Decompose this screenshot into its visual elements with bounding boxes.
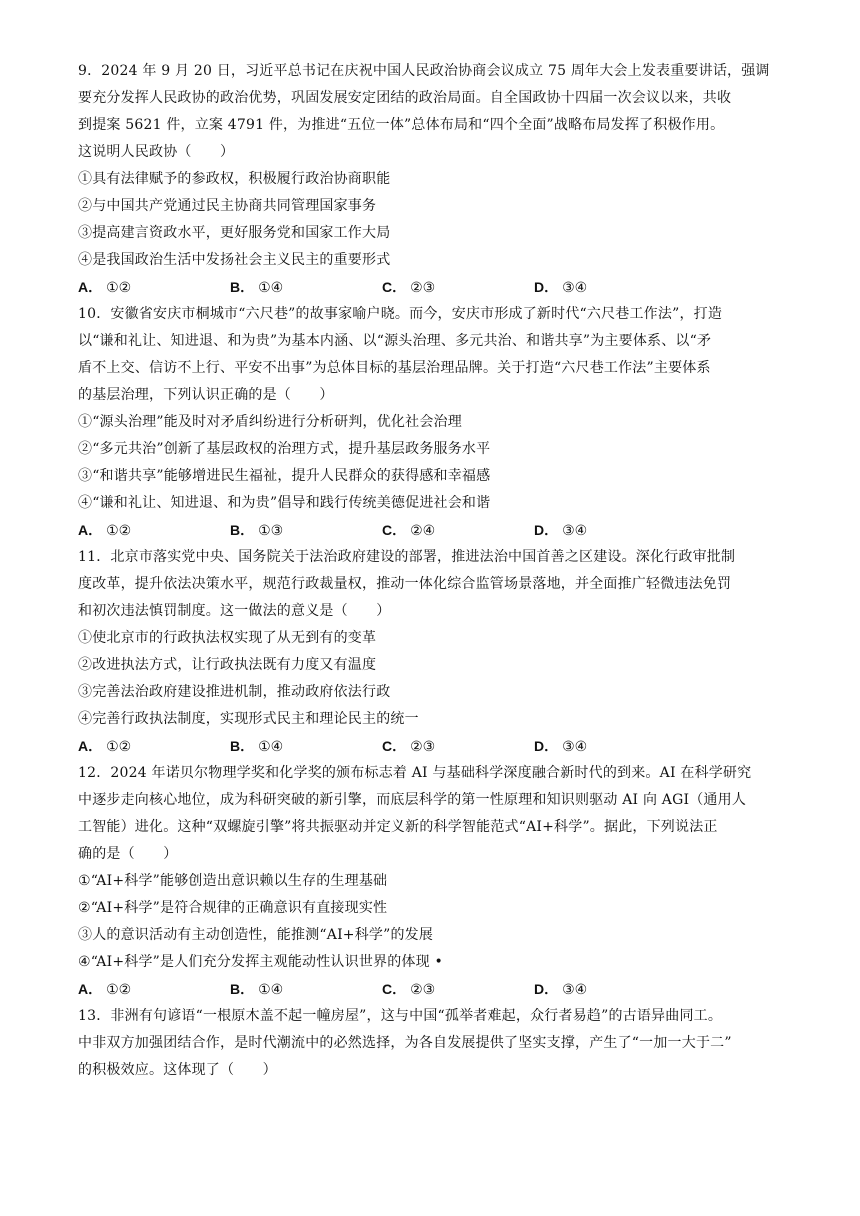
statement-item: ②“多元共治”创新了基层政权的治理方式，提升基层政务服务水平 [78, 441, 491, 457]
question-stem-line: 9．2024 年 9 月 20 日，习近平总书记在庆祝中国人民政治协商会议成立 75 周年大会上发表重要讲话，强调 [78, 63, 770, 79]
option-key: B． [230, 981, 255, 997]
answer-option-b[interactable] [230, 520, 283, 541]
option-key: D． [534, 981, 559, 997]
statement-item: ③“和谐共享”能够增进民生福祉，提升人民群众的获得感和幸福感 [78, 468, 491, 484]
option-text: ②③ [410, 739, 436, 755]
answer-option-c[interactable] [382, 520, 435, 541]
option-text: ①② [106, 982, 132, 998]
option-text: ①④ [258, 739, 284, 755]
option-key: B． [230, 279, 255, 295]
question-stem-line: 以“谦和礼让、知进退、和为贵”为基本内涵、以“源头治理、多元共治、和谐共享”为主要体系、以“矛 [78, 333, 712, 349]
question-stem-line: 确的是（ ） [78, 846, 178, 862]
answer-option-b[interactable] [230, 979, 283, 1000]
answer-option-b[interactable] [230, 736, 283, 757]
statement-item: ③提高建言资政水平，更好服务党和国家工作大局 [78, 225, 391, 241]
question-stem-line: 这说明人民政协（ ） [78, 144, 235, 160]
answer-option-a[interactable] [78, 979, 131, 1000]
option-text: ②③ [410, 280, 436, 296]
question-stem-line: 到提案 5621 件，立案 4791 件，为推进“五位一体”总体布局和“四个全面”战略布局发挥了积极作用。 [78, 117, 725, 133]
question-stem-line: 10．安徽省安庆市桐城市“六尺巷”的故事家喻户晓。而今，安庆市形成了新时代“六尺巷工作法”，打造 [78, 306, 723, 322]
answer-option-d[interactable] [534, 520, 587, 541]
answer-option-d[interactable] [534, 979, 587, 1000]
statement-item: ①具有法律赋予的参政权，积极履行政治协商职能 [78, 171, 391, 187]
option-key: B． [230, 738, 255, 754]
statement-item: ④“AI+科学”是人们充分发挥主观能动性认识世界的体现 • [78, 954, 443, 970]
statement-item: ④“谦和礼让、知进退、和为贵”倡导和践行传统美德促进社会和谐 [78, 495, 491, 511]
statement-item: ③完善法治政府建设推进机制，推动政府依法行政 [78, 684, 391, 700]
option-text: ②③ [410, 982, 436, 998]
option-text: ①③ [258, 523, 284, 539]
question-stem-line: 中逐步走向核心地位，成为科研突破的新引擎，而底层科学的第一性原理和知识则驱动 AI 向 AGI（通用人 [78, 792, 747, 808]
option-key: A． [78, 279, 103, 295]
statement-item: ④完善行政执法制度，实现形式民主和理论民主的统一 [78, 711, 419, 727]
option-text: ③④ [562, 280, 588, 296]
question-stem-line: 的基层治理，下列认识正确的是（ ） [78, 387, 334, 403]
question-stem-line: 工智能）进化。这种“双螺旋引擎”将共振驱动并定义新的科学智能范式“AI+科学”。据此，下列说法正 [78, 819, 718, 835]
statement-item: ①“源头治理”能及时对矛盾纠纷进行分析研判，优化社会治理 [78, 414, 462, 430]
option-key: C． [382, 981, 407, 997]
answer-options [78, 979, 798, 999]
option-key: D． [534, 738, 559, 754]
question-stem-line: 要充分发挥人民政协的政治优势，巩固发展安定团结的政治局面。自全国政协十四届一次会议以来，共收 [78, 90, 732, 106]
answer-option-c[interactable] [382, 979, 435, 1000]
option-key: B． [230, 522, 255, 538]
question-stem-line: 12．2024 年诺贝尔物理学奖和化学奖的颁布标志着 AI 与基础科学深度融合新时代的到来。AI 在科学研究 [78, 765, 752, 781]
option-text: ③④ [562, 739, 588, 755]
option-key: C． [382, 279, 407, 295]
statement-item: ②“AI+科学”是符合规律的正确意识有直接现实性 [78, 900, 388, 916]
answer-option-a[interactable] [78, 736, 131, 757]
question-stem-line: 11．北京市落实党中央、国务院关于法治政府建设的部署，推进法治中国首善之区建设。深化行政审批制 [78, 549, 736, 565]
answer-option-d[interactable] [534, 736, 587, 757]
answer-option-a[interactable] [78, 520, 131, 541]
statement-item: ①使北京市的行政执法权实现了从无到有的变革 [78, 630, 377, 646]
statement-item: ②改进执法方式，让行政执法既有力度又有温度 [78, 657, 377, 673]
question-stem-line: 和初次违法慎罚制度。这一做法的意义是（ ） [78, 603, 391, 619]
statement-item: ①“AI+科学”能够创造出意识赖以生存的生理基础 [78, 873, 388, 889]
question-stem-line: 的积极效应。这体现了（ ） [78, 1062, 277, 1078]
statement-item: ④是我国政治生活中发扬社会主义民主的重要形式 [78, 252, 391, 268]
option-key: A． [78, 522, 103, 538]
option-text: ③④ [562, 523, 588, 539]
option-text: ②④ [410, 523, 436, 539]
question-stem-line: 度改革，提升依法决策水平，规范行政裁量权，推动一体化综合监管场景落地，并全面推广轻微违法免罚 [78, 576, 732, 592]
option-key: D． [534, 522, 559, 538]
option-key: A． [78, 738, 103, 754]
question-stem-line: 盾不上交、信访不上行、平安不出事”为总体目标的基层治理品牌。关于打造“六尺巷工作法”主要体系 [78, 360, 711, 376]
answer-option-d[interactable] [534, 277, 587, 298]
option-key: D． [534, 279, 559, 295]
option-key: C． [382, 738, 407, 754]
option-text: ①② [106, 523, 132, 539]
answer-options [78, 736, 798, 756]
option-text: ③④ [562, 982, 588, 998]
option-key: A． [78, 981, 103, 997]
answer-options [78, 520, 798, 540]
option-text: ①② [106, 280, 132, 296]
answer-option-c[interactable] [382, 277, 435, 298]
option-text: ①② [106, 739, 132, 755]
answer-option-c[interactable] [382, 736, 435, 757]
answer-option-a[interactable] [78, 277, 131, 298]
option-key: C． [382, 522, 407, 538]
option-text: ①④ [258, 982, 284, 998]
option-text: ①④ [258, 280, 284, 296]
statement-item: ②与中国共产党通过民主协商共同管理国家事务 [78, 198, 377, 214]
statement-item: ③人的意识活动有主动创造性，能推测“AI+科学”的发展 [78, 927, 434, 943]
question-stem-line: 中非双方加强团结合作，是时代潮流中的必然选择，为各自发展提供了坚实支撑，产生了“一加一大于二” [78, 1035, 732, 1051]
question-stem-line: 13．非洲有句谚语“一根原木盖不起一幢房屋”，这与中国“孤举者难起，众行者易趋”的古语异曲同工。 [78, 1008, 723, 1024]
answer-options [78, 277, 798, 297]
answer-option-b[interactable] [230, 277, 283, 298]
